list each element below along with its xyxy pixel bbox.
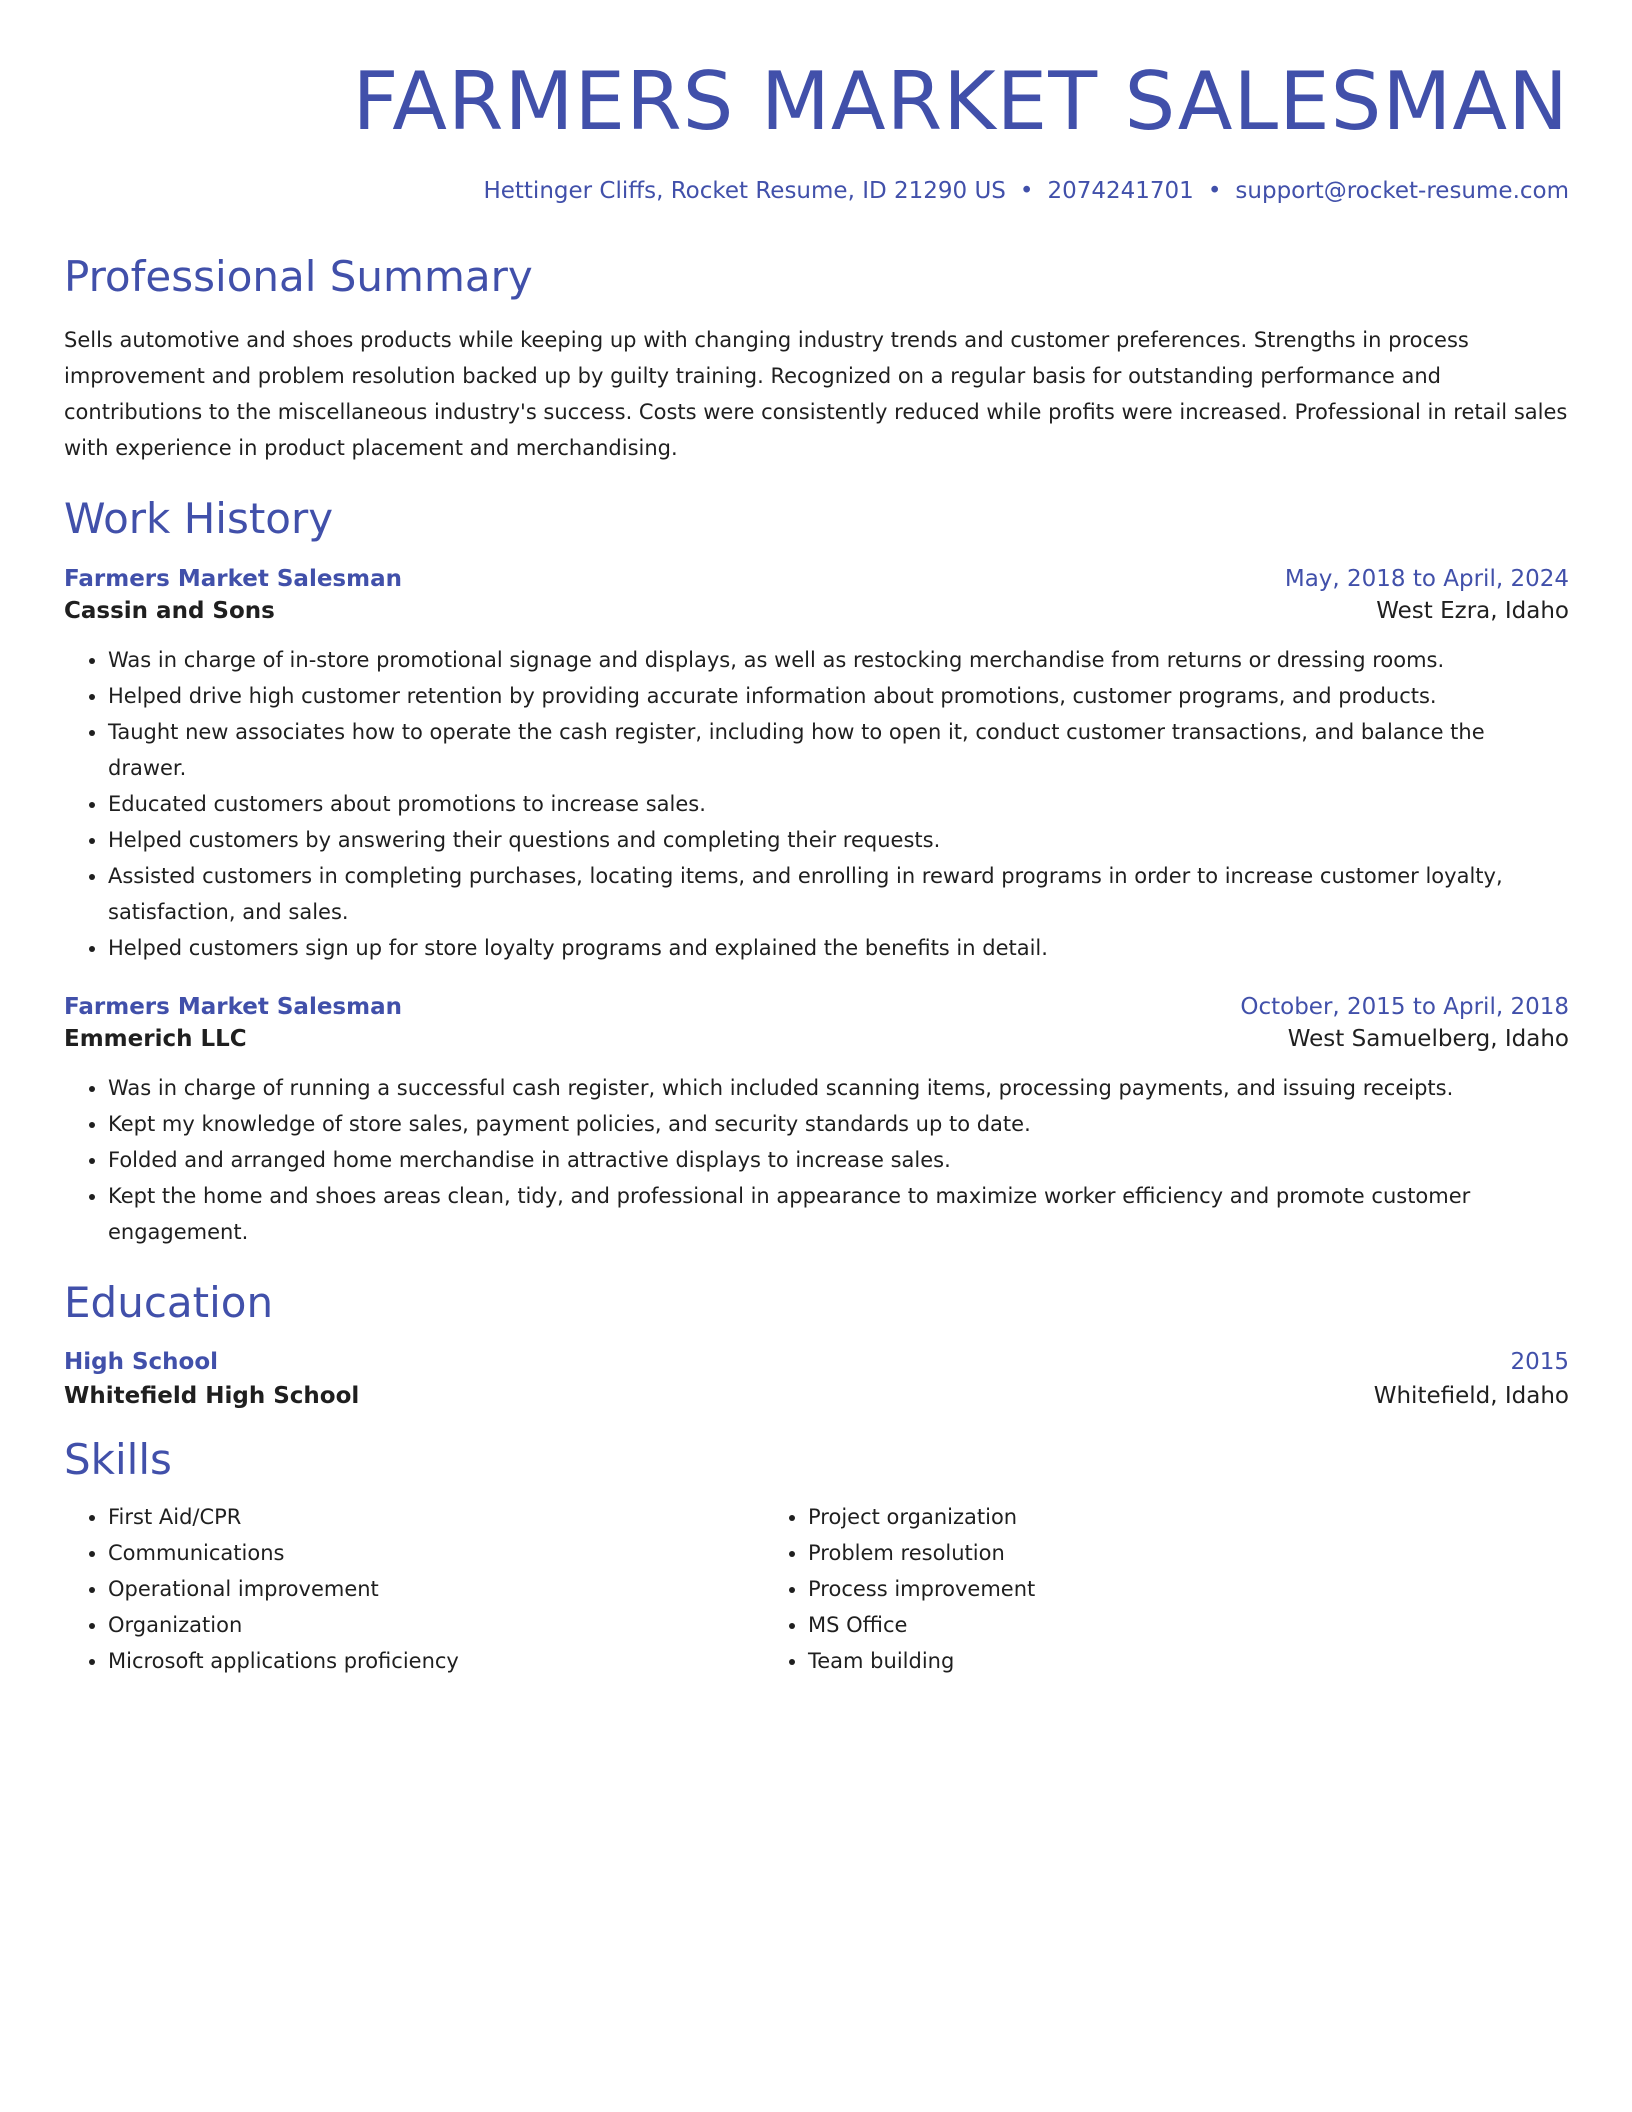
contact-line — [64, 178, 1569, 204]
job-dates: May, 2018 to April, 2024 — [1284, 566, 1569, 593]
contact-address: Hettinger Cliffs, Rocket Resume, ID 21290 US — [483, 178, 1006, 204]
skill-item: • Problem resolution — [808, 1535, 1504, 1571]
skills-list-left — [64, 1499, 764, 1679]
job-bullet: • Folded and arranged home merchandise in attractive displays to increase sales. — [108, 1142, 1569, 1178]
job-bullet: • Helped customers by answering their questions and completing their requests. — [108, 822, 1569, 858]
job-entry — [64, 566, 1569, 966]
company-name: Cassin and Sons — [64, 598, 275, 625]
degree-title: High School — [64, 1348, 219, 1375]
contact-separator: • — [1019, 178, 1034, 204]
job-entry — [64, 994, 1569, 1250]
job-bullet: • Was in charge of running a successful cash register, which included scanning items, processing payments, and issuing receipts. — [108, 1070, 1569, 1106]
job-bullet: • Educated customers about promotions to increase sales. — [108, 786, 1569, 822]
section-title-skills: Skills — [64, 1434, 172, 1484]
job-title: Farmers Market Salesman — [64, 566, 402, 593]
job-bullet: • Taught new associates how to operate the cash register, including how to open it, conduct customer transactions, and balance the drawer. — [108, 714, 1569, 786]
skills-grid — [64, 1499, 1569, 1679]
skill-item: • First Aid/CPR — [108, 1499, 764, 1535]
section-title-education: Education — [64, 1278, 274, 1328]
graduation-year: 2015 — [1510, 1348, 1569, 1375]
skill-item: • Organization — [108, 1607, 764, 1643]
contact-separator: • — [1207, 178, 1222, 204]
skills-list-right — [764, 1499, 1504, 1679]
job-bullet: • Was in charge of in-store promotional signage and displays, as well as restocking merchandise from returns or dressing rooms. — [108, 642, 1569, 678]
company-name: Emmerich LLC — [64, 1026, 247, 1053]
job-dates: October, 2015 to April, 2018 — [1240, 994, 1569, 1021]
job-bullet: • Helped drive high customer retention by providing accurate information about promotions, customer programs, and products. — [108, 678, 1569, 714]
job-location: West Samuelberg, Idaho — [1287, 1026, 1569, 1053]
school-location: Whitefield, Idaho — [1373, 1382, 1569, 1409]
skill-item: • Project organization — [808, 1499, 1504, 1535]
resume-name-heading: FARMERS MARKET SALESMAN — [352, 55, 1569, 148]
job-bullet: • Kept my knowledge of store sales, payment policies, and security standards up to date. — [108, 1106, 1569, 1142]
skill-item: • MS Office — [808, 1607, 1504, 1643]
section-title-work-history: Work History — [64, 494, 334, 544]
contact-phone: 2074241701 — [1047, 178, 1194, 204]
skill-item: • Team building — [808, 1643, 1504, 1679]
education-entry — [64, 1349, 1569, 1409]
job-bullets — [64, 642, 1569, 966]
job-bullets — [64, 1070, 1569, 1250]
resume-page — [64, 0, 1569, 1679]
skill-item: • Microsoft applications proficiency — [108, 1643, 764, 1679]
skill-item: • Communications — [108, 1535, 764, 1571]
school-name: Whitefield High School — [64, 1382, 360, 1409]
summary-text: Sells automotive and shoes products while keeping up with changing industry trends and customer preferences. Strengths in process improvement and problem resolution backed up by guilty training. Recognized on a regular basis for outstanding performance and contributions to the miscellaneous industry's success. Costs were consistently reduced while profits were increased. Professional in retail sales with experience in product placement and merchandising. — [64, 328, 1568, 461]
section-title-summary: Professional Summary — [64, 252, 533, 301]
skill-item: • Process improvement — [808, 1571, 1504, 1607]
job-bullet: • Assisted customers in completing purchases, locating items, and enrolling in reward programs in order to increase customer loyalty, satisfaction, and sales. — [108, 858, 1569, 930]
job-location: West Ezra, Idaho — [1376, 598, 1569, 625]
skill-item: • Operational improvement — [108, 1571, 764, 1607]
job-title: Farmers Market Salesman — [64, 994, 402, 1021]
contact-email: support@rocket-resume.com — [1235, 178, 1569, 204]
job-bullet: • Kept the home and shoes areas clean, tidy, and professional in appearance to maximize worker efficiency and promote customer engagement. — [108, 1178, 1569, 1250]
job-bullet: • Helped customers sign up for store loyalty programs and explained the benefits in detail. — [108, 930, 1569, 966]
